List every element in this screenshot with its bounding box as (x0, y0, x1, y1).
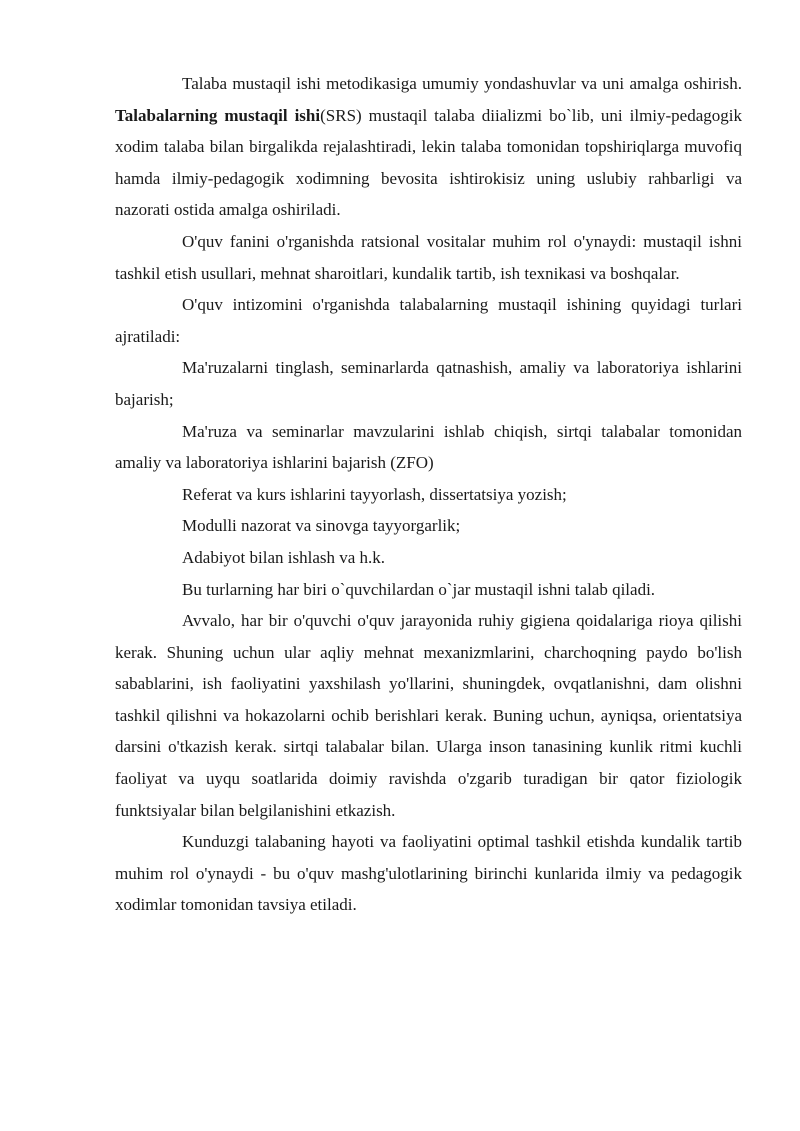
paragraph-summary: Bu turlarning har biri o`quvchilardan o`jar mustaqil ishni talab qiladi. (182, 579, 656, 599)
paragraph-daily-routine: Kunduzgi talabaning hayoti va faoliyatini optimal tashkil etishda kundalik tartib muhim rol o'ynaydi - bu o'quv mashg'ulotlarining birinchi kunlarida ilmiy va pedagogik xodimlar tomonidan tavsiya etiladi. (115, 832, 742, 915)
document-page (115, 68, 742, 921)
paragraph-hygiene: Avvalo, har bir o'quvchi o'quv jarayonida ruhiy gigiena qoidalariga rioya qilishi kerak. Shuning uchun ular aqliy mehnat mexanizmlarini, charchoqning paydo bo'lish sabablarini, ish faoliyatini yaxshilash yo'llarini, shuningdek, ovqatlanishni, dam olishni tashkil qilishni va hokazolarni ochib berishlari kerak. Buning uchun, ayniqsa, orientatsiya darsini o'tkazish kerak. sirtqi talabalar bilan. Ularga inson tanasining kunlik ritmi kuchli faoliyat va uyqu soatlarida doimiy ravishda o'zgarib turadigan bir qator fiziologik funktsiyalar bilan belgilanishini etkazish. (115, 611, 742, 820)
paragraph-1-intro: Talaba mustaqil ishi metodikasiga umumiy yondashuvlar va uni amalga oshirish. (182, 74, 742, 93)
paragraph-2: O'quv fanini o'rganishda ratsional vositalar muhim rol o'ynaydi: mustaqil ishni tashkil etish usullari, mehnat sharoitlari, kundalik tartib, ish texnikasi va boshqalar. (115, 231, 742, 283)
list-item-lectures: Ma'ruzalarni tinglash, seminarlarda qatnashish, amaliy va laboratoriya ishlarini bajarish; (115, 358, 742, 409)
paragraph-3: O'quv intizomini o'rganishda talabalarning mustaqil ishining quyidagi turlari ajratiladi: (115, 295, 742, 346)
paragraph-1 (115, 68, 742, 226)
list-item-referat: Referat va kurs ishlarini tayyorlash, dissertatsiya yozish; (182, 484, 567, 504)
paragraph-1-bold-term: Talabalarning mustaqil ishi (115, 105, 321, 125)
list-item-seminar-topics: Ma'ruza va seminarlar mavzularini ishlab chiqish, sirtqi talabalar tomonidan amaliy va laboratoriya ishlarini bajarish (ZFO) (115, 421, 742, 473)
paragraph-1-rest: (SRS) mustaqil talaba diializmi bo`lib, uni ilmiy-pedagogik xodim talaba bilan birgalikda rejalashtiradi, lekin talaba tomonidan topshiriqlarga muvofiq hamda ilmiy-pedagogik xodimning bevosita ishtirokisiz uning uslubiy rahbarligi va nazorati ostida amalga oshiriladi. (115, 105, 742, 220)
list-item-literature: Adabiyot bilan ishlash va h.k. (182, 547, 386, 567)
list-item-modular-control: Modulli nazorat va sinovga tayyorgarlik; (182, 516, 461, 536)
